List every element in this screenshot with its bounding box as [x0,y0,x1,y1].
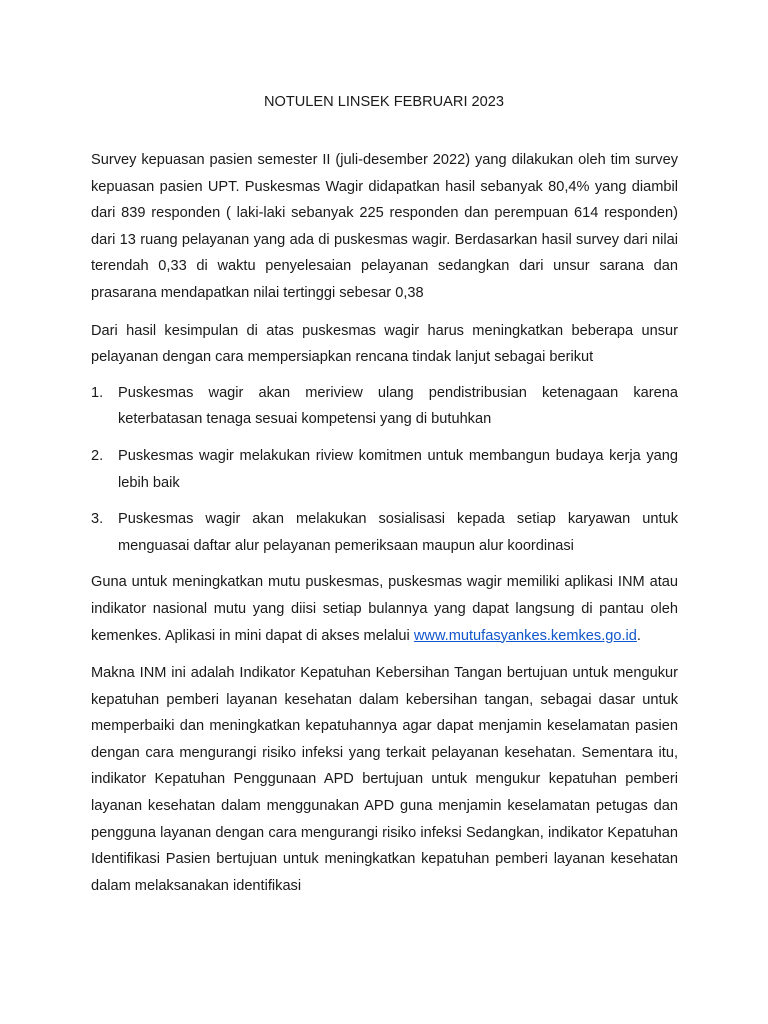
action-plan-list [91,380,678,560]
list-item [91,506,678,559]
list-item-number: 3. [91,511,104,528]
document-body [91,147,678,910]
list-item [91,380,678,433]
list-item-text: Puskesmas wagir melakukan riview komitmen untuk membangun budaya kerja yang lebih baik [118,447,678,491]
mutufasyankes-link[interactable]: www.mutufasyankes.kemkes.go.id [413,627,637,644]
paragraph-inm-application [91,569,678,649]
paragraph-conclusion: Dari hasil kesimpulan di atas puskesmas wagir harus meningkatkan beberapa unsur pelayanan dengan cara mempersiapkan rencana tindak lanjut sebagai berikut [91,322,678,366]
list-item-text: Puskesmas wagir akan melakukan sosialisasi kepada setiap karyawan untuk menguasai daftar alur pelayanan pemeriksaan maupun alur koordinasi [118,511,678,554]
list-item [91,443,678,496]
paragraph-survey-results: Survey kepuasan pasien semester II (juli-desember 2022) yang dilakukan oleh tim survey kepuasan pasien UPT. Puskesmas Wagir didapatkan hasil sebanyak 80,4% yang diambil dari 839 responden ( laki-laki sebanyak 225 responden dan perempuan 614 responden) dari 13 ruang pelayanan yang ada di puskesmas wagir. Berdasarkan hasil survey dari nilai terendah 0,33 di waktu penyelesaian pelayanan sedangkan dari unsur sarana dan prasarana mendapatkan nilai tertinggi sebesar 0,38 [91,152,678,301]
paragraph-inm-text: Guna untuk meningkatkan mutu puskesmas, puskesmas wagir memiliki aplikasi INM atau indikator nasional mutu yang diisi setiap bulannya yang dapat langsung di pantau oleh kemenkes. Aplikasi in mini dapat di akses melalui [91,574,678,644]
paragraph-inm-meaning: Makna INM ini adalah Indikator Kepatuhan Kebersihan Tangan bertujuan untuk mengukur kepatuhan pemberi layanan kesehatan dalam kebersihan tangan, sebagai dasar untuk memperbaiki dan meningkatkan kepatuhannya agar dapat menjamin keselamatan pasien dengan cara mengurangi risiko infeksi yang terkait pelayanan kesehatan. Sementara itu, indikator Kepatuhan Penggunaan APD bertujuan untuk mengukur kepatuhan pemberi layanan kesehatan dalam menggunakan APD guna menjamin keselamatan petugas dan pengguna layanan dengan cara mengurangi risiko infeksi Sedangkan, indikator Kepatuhan Identifikasi Pasien bertujuan untuk meningkatkan kepatuhan pemberi layanan kesehatan dalam melaksanakan identifikasi [91,665,678,894]
list-item-text: Puskesmas wagir akan meriview ulang pendistribusian ketenagaan karena keterbatasan tenaga sesuai kompetensi yang di butuhkan [118,384,678,428]
document-title: NOTULEN LINSEK FEBRUARI 2023 [263,94,505,110]
list-item-number: 2. [91,447,104,464]
list-item-number: 1. [91,384,104,401]
paragraph-inm-suffix: . [636,627,641,644]
